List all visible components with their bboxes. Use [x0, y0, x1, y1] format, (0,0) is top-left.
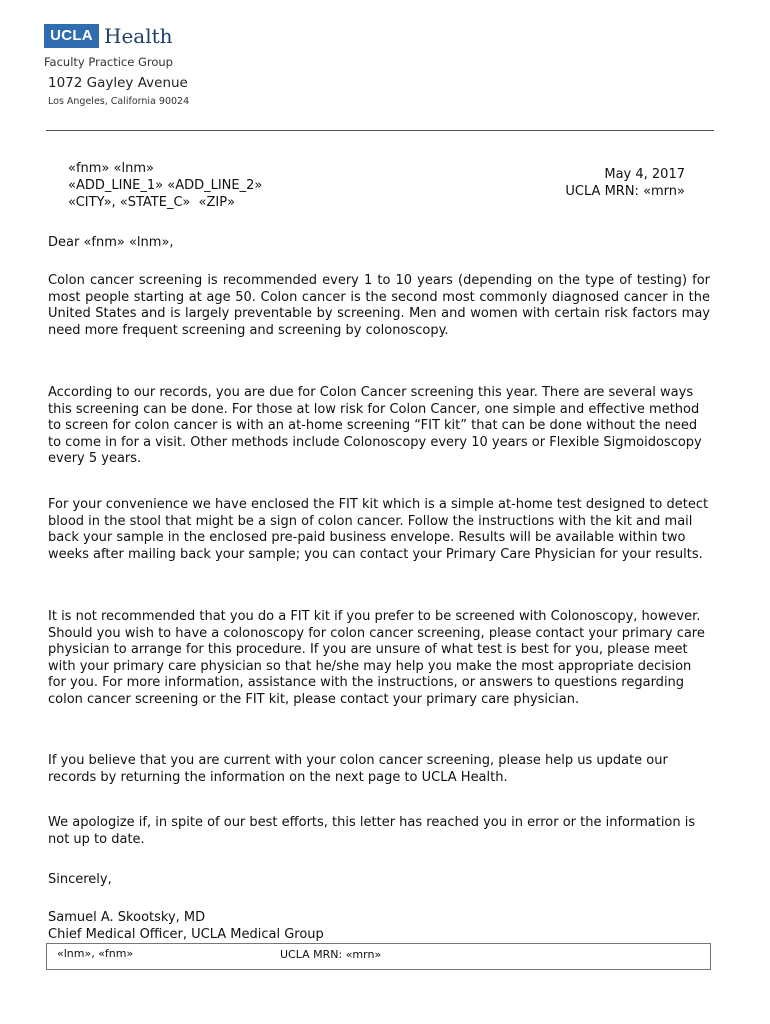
header-divider [46, 130, 714, 131]
footer-mrn: UCLA MRN: «mrn» [280, 948, 382, 961]
salutation: Dear «fnm» «lnm», [48, 235, 174, 250]
closing: Sincerely, [48, 872, 112, 887]
subbrand: Faculty Practice Group [44, 55, 173, 69]
signature-block [48, 909, 324, 943]
footer-patient-name: «lnm», «fnm» [57, 947, 134, 960]
paragraph-3: For your convenience we have enclosed the FIT kit which is a simple at-home test designed to detect blood in the stool that might be a sign of colon cancer. Follow the instructions with the kit and mail back your sample in the enclosed pre-paid business envelope. Results will be available within two weeks after mailing back your sample; you can contact your Primary Care Physician for your results. [48, 497, 709, 562]
recipient-address: «ADD_LINE_1» «ADD_LINE_2» [68, 178, 263, 193]
signer-title: Chief Medical Officer, UCLA Medical Group [48, 927, 324, 942]
date-block [565, 166, 685, 200]
letter-date: May 4, 2017 [604, 167, 685, 182]
street-address: 1072 Gayley Avenue [48, 75, 188, 91]
paragraph-2: According to our records, you are due for Colon Cancer screening this year. There are several ways this screening can be done. For those at low risk for Colon Cancer, one simple and effective method to screen for colon cancer is with an at-home screening “FIT kit” that can be done without the need to come in for a visit. Other methods include Colonoscopy every 10 years or Flexible Sigmoidoscopy every 5 years. [48, 385, 702, 466]
paragraph-6: We apologize if, in spite of our best efforts, this letter has reached you in error or the information is not up to date. [48, 815, 696, 847]
ucla-logo: UCLA [44, 24, 99, 48]
signer-name: Samuel A. Skootsky, MD [48, 910, 206, 925]
paragraph-5: If you believe that you are current with your colon cancer screening, please help us update our records by returning the information on the next page to UCLA Health. [48, 753, 668, 785]
footer-box [46, 943, 711, 970]
recipient-block [68, 160, 262, 211]
paragraph-4: It is not recommended that you do a FIT kit if you prefer to be screened with Colonoscopy, however. Should you wish to have a colonoscopy for colon cancer screening, please contact your primary care physician to arrange for this procedure. If you are unsure of what test is best for you, please meet with your primary care physician so that he/she may help you make the most appropriate decision for you. For more information, assistance with the instructions, or answers to questions regarding colon cancer screening or the FIT kit, please contact your primary care physician. [48, 609, 705, 707]
recipient-name: «fnm» «lnm» [68, 161, 154, 176]
mrn-line: UCLA MRN: «mrn» [565, 184, 685, 199]
paragraph-1: Colon cancer screening is recommended every 1 to 10 years (depending on the type of testing) for most people starting at age 50. Colon cancer is the second most commonly diagnosed cancer in the United States and is largely preventable by screening. Men and women with certain risk factors may need more frequent screening and screening by colonoscopy. [48, 273, 710, 338]
health-wordmark: Health [104, 24, 173, 48]
recipient-city: «CITY», «STATE_C» «ZIP» [68, 195, 236, 210]
city-address: Los Angeles, California 90024 [48, 96, 190, 107]
